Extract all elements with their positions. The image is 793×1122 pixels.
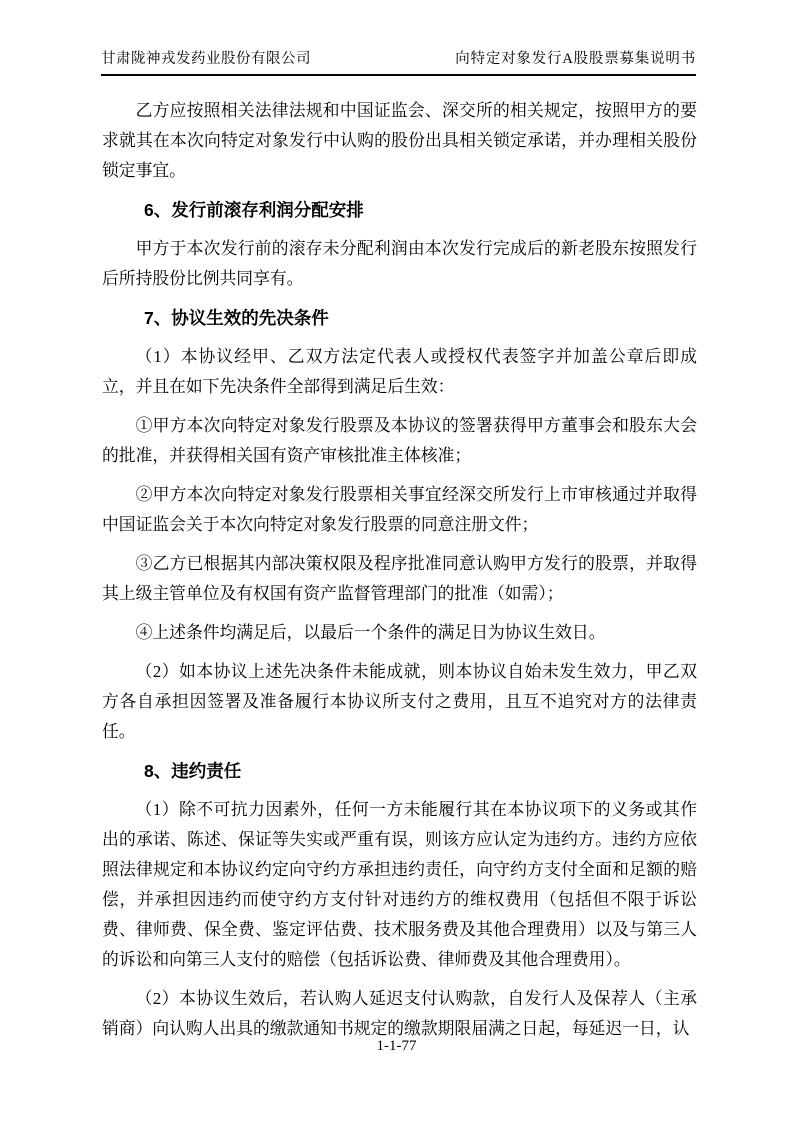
body-paragraph: （2）本协议生效后，若认购人延迟支付认购款，自发行人及保荐人（主承销商）向认购人出具的缴款通知书规定的缴款期限届满之日起，每延迟一日，认 bbox=[102, 989, 697, 1038]
body-paragraph-item-4: ④上述条件均满足后，以最后一个条件的满足日为协议生效日。 bbox=[135, 623, 606, 642]
header-company-name: 甘肃陇神戎发药业股份有限公司 bbox=[101, 51, 311, 67]
body-paragraph-item-1: ①甲方本次向特定对象发行股票及本协议的签署获得甲方董事会和股东大会的批准，并获得相关国有资产审核批准主体核准； bbox=[102, 416, 697, 465]
header-doc-title: 向特定对象发行A股股票募集说明书 bbox=[455, 51, 696, 67]
document-header bbox=[101, 50, 696, 76]
body-paragraph: 甲方于本次发行前的滚存未分配利润由本次发行完成后的新老股东按照发行后所持股份比例共同享有。 bbox=[102, 239, 697, 288]
section-heading-7: 7、协议生效的先决条件 bbox=[144, 308, 329, 328]
document-body bbox=[102, 96, 697, 1053]
body-paragraph-item-2: ②甲方本次向特定对象发行股票相关事宜经深交所发行上市审核通过并取得中国证监会关于本次向特定对象发行股票的同意注册文件； bbox=[102, 485, 697, 534]
section-heading-8: 8、违约责任 bbox=[144, 761, 242, 781]
body-paragraph: 乙方应按照相关法律法规和中国证监会、深交所的相关规定，按照甲方的要求就其在本次向特定对象发行中认购的股份出具相关锁定承诺，并办理相关股份锁定事宜。 bbox=[102, 101, 697, 180]
body-paragraph: （1）本协议经甲、乙双方法定代表人或授权代表签字并加盖公章后即成立，并且在如下先决条件全部得到满足后生效： bbox=[102, 347, 697, 396]
body-paragraph-item-3: ③乙方已根据其内部决策权限及程序批准同意认购甲方发行的股票，并取得其上级主管单位及有权国有资产监督管理部门的批准（如需）； bbox=[102, 554, 697, 603]
body-paragraph: （2）如本协议上述先决条件未能成就，则本协议自始未发生效力，甲乙双方各自承担因签署及准备履行本协议所支付之费用，且互不追究对方的法律责任。 bbox=[102, 662, 697, 741]
section-heading-6: 6、发行前滚存利润分配安排 bbox=[144, 200, 364, 220]
body-paragraph: （1）除不可抗力因素外，任何一方未能履行其在本协议项下的义务或其作出的承诺、陈述、保证等失实或严重有误，则该方应认定为违约方。违约方应依照法律规定和本协议约定向守约方承担违约责任，向守约方支付全面和足额的赔偿，并承担因违约而使守约方支付针对违约方的维权费用（包括但不限于诉讼费、律师费、保全费、鉴定评估费、技术服务费及其他合理费用）以及与第三人的诉讼和向第三人支付的赔偿（包括诉讼费、律师费及其他合理费用）。 bbox=[102, 800, 697, 969]
page-number: 1-1-77 bbox=[376, 1038, 417, 1054]
